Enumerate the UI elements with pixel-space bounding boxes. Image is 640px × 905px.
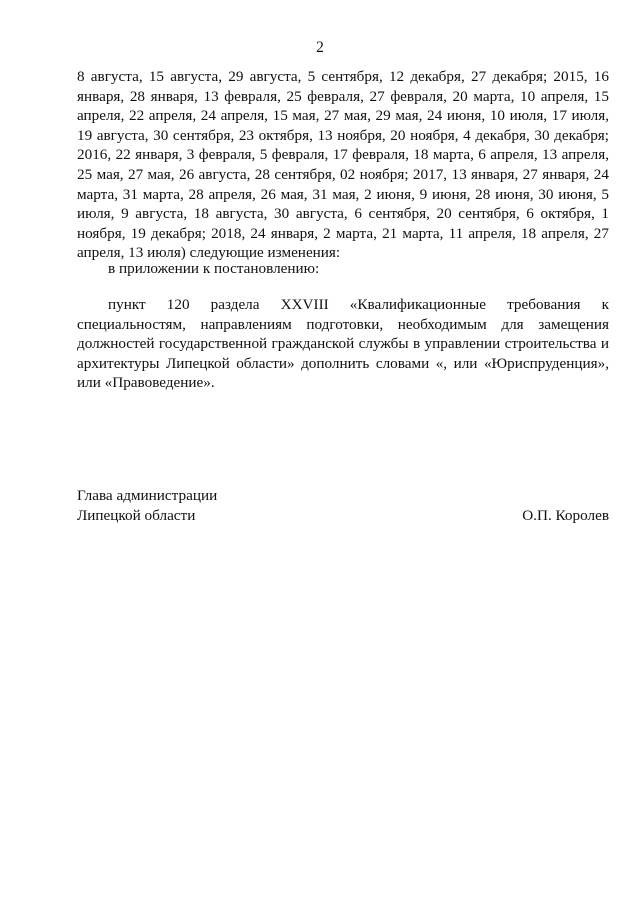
paragraph-amendment-dates: 8 августа, 15 августа, 29 августа, 5 сентября, 12 декабря, 27 декабря; 2015, 16 января, 28 января, 13 февраля, 25 февраля, 27 февраля, 20 марта, 10 апреля, 15 апреля, 22 апреля, 24 апреля, 15 мая, 27 мая, 29 мая, 24 июня, 10 июля, 17 июля, 19 августа, 30 сентября, 23 октября, 13 ноября, 20 ноября, 4 декабря, 30 декабря; 2016, 22 января, 3 февраля, 5 февраля, 17 февраля, 18 марта, 6 апреля, 13 апреля, 25 мая, 27 мая, 26 августа, 28 сентября, 02 ноября; 2017, 13 января, 27 января, 24 марта, 31 марта, 28 апреля, 26 мая, 31 мая, 2 июня, 9 июня, 28 июня, 30 июня, 5 июля, 9 августа, 18 августа, 30 августа, 6 сентября, 20 сентября, 6 октября, 1 ноября, 19 декабря; 2018, 24 января, 2 марта, 21 марта, 11 апреля, 18 апреля, 27 апреля, 13 июля) следующие изменения: (77, 68, 609, 262)
paragraph-item-amendment: пункт 120 раздела XXVIII «Квалификационные требования к специальностям, направлениям подготовки, необходимым для замещения должностей государственной гражданской службы в управлении строительства и архитектуры Липецкой области» дополнить словами «, или «Юриспруденция», или «Правоведение». (77, 296, 609, 392)
page-number: 2 (316, 39, 324, 56)
signature-row (77, 506, 609, 526)
paragraph-annex-reference: в приложении к постановлению: (108, 260, 320, 277)
signatory-name: О.П. Королев (522, 506, 609, 524)
signature-title-line-2: Липецкой области (77, 506, 196, 524)
signature-block (77, 486, 609, 525)
signature-title-line-1: Глава администрации (77, 487, 218, 504)
